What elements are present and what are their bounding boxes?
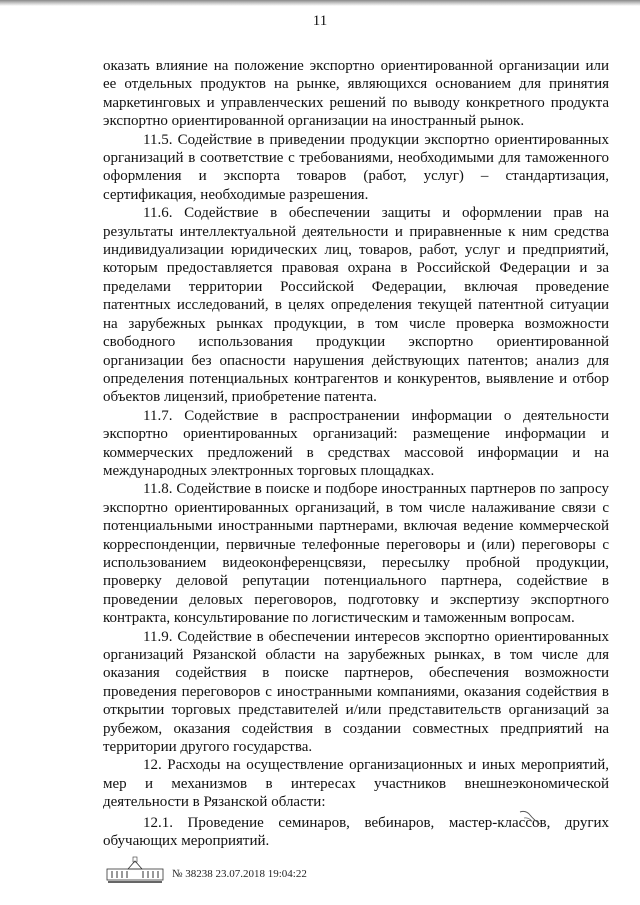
registry-building-logo-icon bbox=[106, 855, 164, 885]
paragraph-11-7: 11.7. Содействие в распространении информации о деятельности экспортно ориентированных организаций: размещение информации и коммерческих предложений в средствах массовой информации и на международных электронных торговых площадках. bbox=[103, 407, 609, 479]
paragraph-continuation: оказать влияние на положение экспортно ориентированной организации или ее отдельных продуктов на рынке, являющихся основанием для принятия маркетинговых и управленческих решений по выводу конкретного продукта экспортно ориентированной организации на иностранный рынок. bbox=[103, 58, 609, 130]
scan-top-edge bbox=[0, 0, 640, 6]
registration-stamp: № 38238 23.07.2018 19:04:22 bbox=[172, 868, 307, 880]
page-number: 11 bbox=[312, 13, 328, 29]
document-body bbox=[103, 57, 609, 850]
paragraph-12: 12. Расходы на осуществление организационных и иных мероприятий, мер и механизмов в интересах участников внешнеэкономической деятельности в Рязанской области: bbox=[103, 757, 609, 811]
paragraph-11-5: 11.5. Содействие в приведении продукции экспортно ориентированных организаций в соответствие с требованиями, необходимыми для таможенного оформления и экспорта товаров (работ, услуг) – стандартизация, сертификация, необходимые разрешения. bbox=[103, 131, 609, 203]
paragraph-11-6: 11.6. Содействие в обеспечении защиты и оформлении прав на результаты интеллектуальной деятельности и приравненные к ним средства индивидуализации юридических лиц, товаров, работ, услуг и предприятий, которым предоставляется правовая охрана в Российской Федерации и за пределами территории Российской Федерации, включая проведение патентных исследований, в целях определения текущей патентной ситуации на зарубежных рынках продукции, в том числе проверка возможности свободного использования продукции экспортно ориентированной организации без опасности нарушения действующих патентов; анализ для определения потенциальных контрагентов и конкурентов, выявление и отбор объектов лицензий, приобретение патента. bbox=[103, 205, 609, 406]
paragraph-11-9: 11.9. Содействие в обеспечении интересов экспортно ориентированных организаций Рязанской области на зарубежных рынках, в том числе для оказания содействия в поиске партнеров, обеспечения возможности проведения переговоров с иностранными компаниями, оказания содействия в открытии торговых представителей и/или представительств организаций за рубежом, оказания содействия в создании совместных предприятий на территории другого государства. bbox=[103, 628, 609, 756]
paragraph-12-1: 12.1. Проведение семинаров, вебинаров, мастер-классов, других обучающих мероприятий. bbox=[103, 814, 609, 850]
handwritten-mark-icon bbox=[518, 808, 542, 828]
paragraph-11-8: 11.8. Содействие в поиске и подборе иностранных партнеров по запросу экспортно ориентированных организаций, в том числе налаживание связи с потенциальными иностранными партнерами, включая ведение коммерческой корреспонденции, первичные телефонные переговоры и (или) переговоры с использованием видеоконференцсвязи, пересылку пробной продукции, проверку деловой репутации потенциального партнера, содействие в проведении деловых переговоров, подготовку и экспертизу экспортного контракта, консультирование по логистическим и таможенным вопросам. bbox=[103, 481, 609, 627]
